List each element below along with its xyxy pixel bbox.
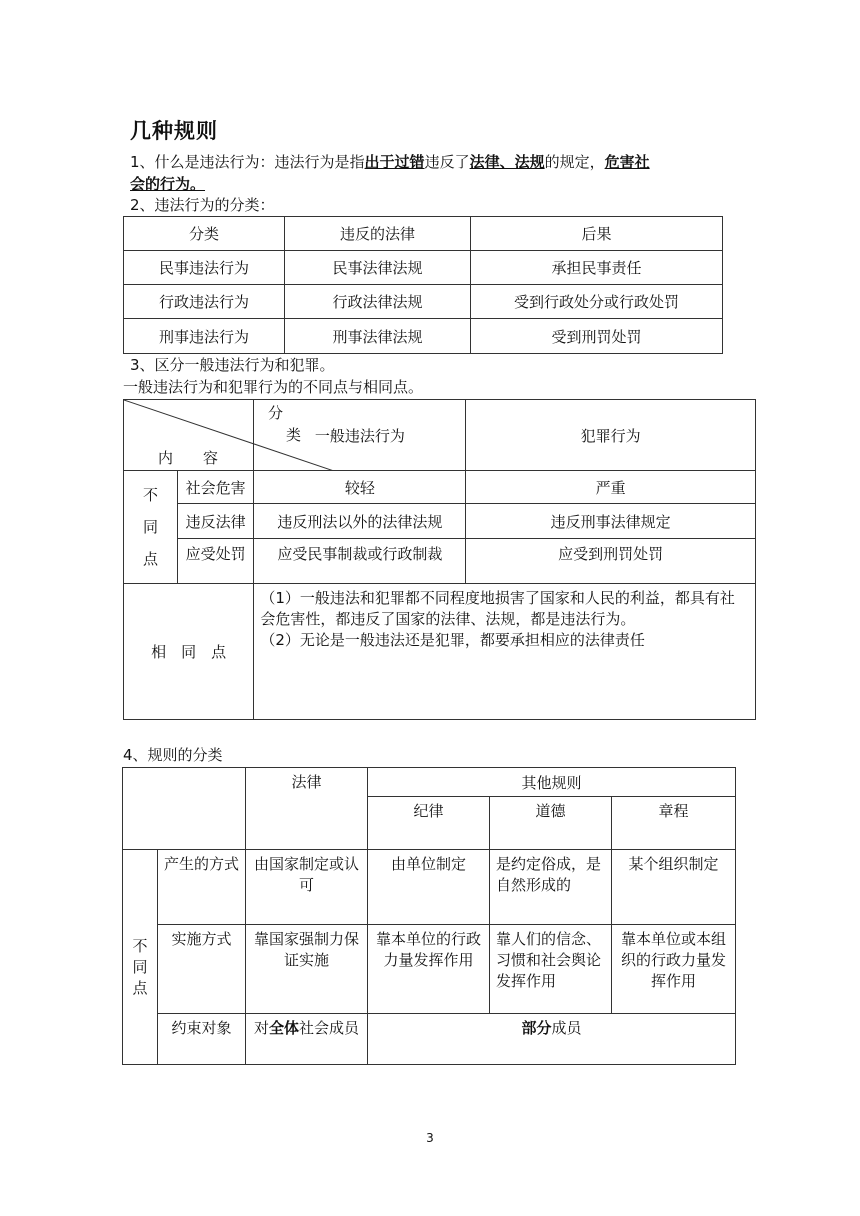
- same-point-1: （1）一般违法和犯罪都不同程度地损害了国家和人民的利益，都具有社会危害性，都违反了国家的法律、法规，都是违法行为。: [260, 589, 735, 628]
- table-row: [124, 319, 723, 354]
- header-cell: [368, 797, 490, 850]
- diag-label-top-2: 类: [286, 426, 302, 444]
- table-row: [124, 504, 756, 539]
- header-sub: 纪律: [413, 802, 444, 820]
- table-cell: [178, 539, 254, 584]
- header-cell: 犯罪行为: [466, 400, 756, 471]
- table-row: [123, 850, 736, 925]
- table-cell: 较轻: [254, 471, 466, 504]
- table-header-row: [124, 217, 723, 251]
- table-cell: 行政违法行为: [124, 285, 285, 319]
- table-cell: 刑事违法行为: [124, 319, 285, 354]
- empty-corner-cell: [123, 768, 246, 850]
- cell-text: 应受处罚: [185, 545, 246, 563]
- table-cell: 严重: [466, 471, 756, 504]
- table-row: [124, 584, 756, 720]
- table-cell: 行政法律法规: [285, 285, 471, 319]
- same-point-2: （2）无论是一般违法还是犯罪，都要承担相应的法律责任: [260, 631, 645, 649]
- violation-types-table: [123, 216, 723, 354]
- sec1-prefix: 1、什么是违法行为：违法行为是指: [130, 153, 365, 171]
- table-cell: 是约定俗成，是自然形成的: [490, 850, 612, 925]
- table-cell: 受到行政处分或行政处罚: [471, 285, 723, 319]
- table-cell: 靠本单位的行政力量发挥作用: [368, 925, 490, 1014]
- table-cell: 由国家制定或认可: [246, 850, 368, 925]
- diff-label: 不同点: [132, 936, 148, 997]
- diff-label: 不同点: [142, 486, 158, 568]
- page-title: 几种规则: [130, 119, 218, 143]
- page-number: 3: [426, 1131, 434, 1145]
- target-law-bold: 全体: [268, 1019, 299, 1037]
- section-1-line-1: [130, 152, 650, 173]
- section-3-subheading: 一般违法行为和犯罪行为的不同点与相同点。: [123, 378, 424, 396]
- sec1-mid-2: 的规定，: [544, 153, 605, 171]
- table-cell: 社会危害: [178, 471, 254, 504]
- sec1-emphasis-2: 法律、法规: [469, 153, 545, 171]
- table-cell: 产生的方式: [158, 850, 246, 925]
- table-cell: 刑事法律法规: [285, 319, 471, 354]
- crime-comparison-table: [123, 399, 756, 720]
- header-cell: [246, 768, 368, 850]
- diagonal-line: [124, 400, 334, 471]
- table-cell: [368, 1014, 736, 1065]
- table-cell: 由单位制定: [368, 850, 490, 925]
- table-row: [123, 1014, 736, 1065]
- same-label-cell: 相 同 点: [124, 584, 254, 720]
- diagonal-header-cell: [124, 400, 302, 471]
- table-cell: 某个组织制定: [612, 850, 736, 925]
- sec1-emphasis-3: 危害社: [604, 153, 650, 171]
- diff-label-cell: [124, 471, 178, 584]
- diag-label-top-1: 分: [268, 404, 284, 422]
- table-cell: 承担民事责任: [471, 251, 723, 285]
- diff-label-cell: [123, 850, 158, 1065]
- sec1-mid-1: 违反了: [424, 153, 470, 171]
- header-cell: 违反的法律: [285, 217, 471, 251]
- table-cell: 靠本单位或本组织的行政力量发挥作用: [612, 925, 736, 1014]
- header-cell: 分类: [124, 217, 285, 251]
- section-1-line-2: [130, 174, 205, 195]
- section-2-heading: 2、违法行为的分类：: [130, 196, 275, 214]
- table-cell: 实施方式: [158, 925, 246, 1014]
- table-cell: 违反刑法以外的法律法规: [254, 504, 466, 539]
- table-cell: 民事违法行为: [124, 251, 285, 285]
- table-cell: [246, 1014, 368, 1065]
- table-row: [124, 285, 723, 319]
- header-sub: 章程: [658, 802, 689, 820]
- sec1-emphasis-4: 会的行为。: [130, 175, 206, 193]
- header-cell: [612, 797, 736, 850]
- table-header-row: [124, 400, 756, 471]
- table-row: [124, 251, 723, 285]
- header-cell: 其他规则: [368, 768, 736, 797]
- table-row: [123, 925, 736, 1014]
- target-law-post: 社会成员: [299, 1019, 360, 1037]
- target-other-post: 成员: [551, 1019, 582, 1037]
- table-cell: 约束对象: [158, 1014, 246, 1065]
- header-cell: 一般违法行为: [254, 400, 466, 471]
- table-cell: [466, 539, 756, 584]
- table-row: [124, 471, 756, 504]
- table-cell: 靠国家强制力保证实施: [246, 925, 368, 1014]
- table-cell: 靠人们的信念、习惯和社会舆论发挥作用: [490, 925, 612, 1014]
- diag-label-bottom: 内 容: [158, 449, 219, 467]
- header-cell: [490, 797, 612, 850]
- table-cell: 民事法律法规: [285, 251, 471, 285]
- table-cell: 违反法律: [178, 504, 254, 539]
- table-row: [124, 539, 756, 584]
- section-4-heading: 4、规则的分类: [123, 746, 223, 764]
- table-header-row: [123, 768, 736, 797]
- header-cell: 后果: [471, 217, 723, 251]
- header-law: 法律: [291, 773, 322, 791]
- section-3-heading: 3、区分一般违法行为和犯罪。: [130, 356, 335, 374]
- header-sub: 道德: [535, 802, 566, 820]
- target-other-bold: 部分: [521, 1019, 552, 1037]
- target-law-pre: 对: [253, 1019, 269, 1037]
- sec1-emphasis-1: 出于过错: [364, 153, 425, 171]
- cell-text: 应受到刑罚处罚: [558, 545, 664, 563]
- table-cell: 违反刑事法律规定: [466, 504, 756, 539]
- table-cell: [254, 539, 466, 584]
- rules-classification-table: [122, 767, 736, 1065]
- same-content-cell: [254, 584, 756, 720]
- cell-text: 应受民事制裁或行政制裁: [277, 545, 443, 563]
- table-cell: 受到刑罚处罚: [471, 319, 723, 354]
